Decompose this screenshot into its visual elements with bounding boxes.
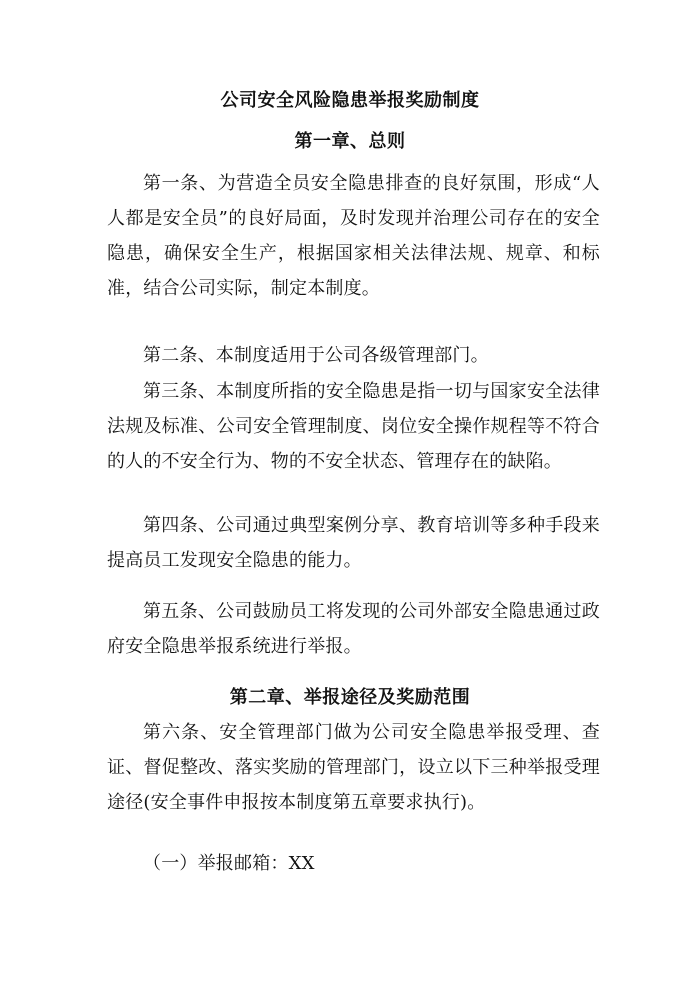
article-5-paragraph: 第五条、公司鼓励员工将发现的公司外部安全隐患通过政府安全隐患举报系统进行举报。 (107, 601, 600, 657)
chapter-1-heading: 第一章、总则 (294, 131, 406, 152)
article-2-paragraph: 第二条、本制度适用于公司各级管理部门。 (143, 345, 489, 366)
article-3-paragraph: 第三条、本制度所指的安全隐患是指一切与国家安全法律法规及标准、公司安全管理制度、岗位安全操作规程等不符合的人的不安全行为、物的不安全状态、管理存在的缺陷。 (107, 381, 600, 472)
chapter-2-heading: 第二章、举报途径及奖励范围 (229, 687, 471, 708)
article-6-paragraph: 第六条、安全管理部门做为公司安全隐患举报受理、查证、督促整改、落实奖励的管理部门，设立以下三种举报受理途径(安全事件申报按本制度第五章要求执行)。 (107, 722, 600, 813)
article-4-paragraph: 第四条、公司通过典型案例分享、教育培训等多种手段来提高员工发现安全隐患的能力。 (107, 515, 600, 571)
article-1-paragraph: 第一条、为营造全员安全隐患排查的良好氛围，形成“人人都是安全员”的良好局面，及时发现并治理公司存在的安全隐患，确保安全生产，根据国家相关法律法规、规章、和标准，结合公司实际，制定本制度。 (107, 173, 600, 299)
document-title: 公司安全风险隐患举报奖励制度 (220, 90, 480, 111)
report-mailbox-item: （一）举报邮箱：XX (143, 853, 315, 874)
